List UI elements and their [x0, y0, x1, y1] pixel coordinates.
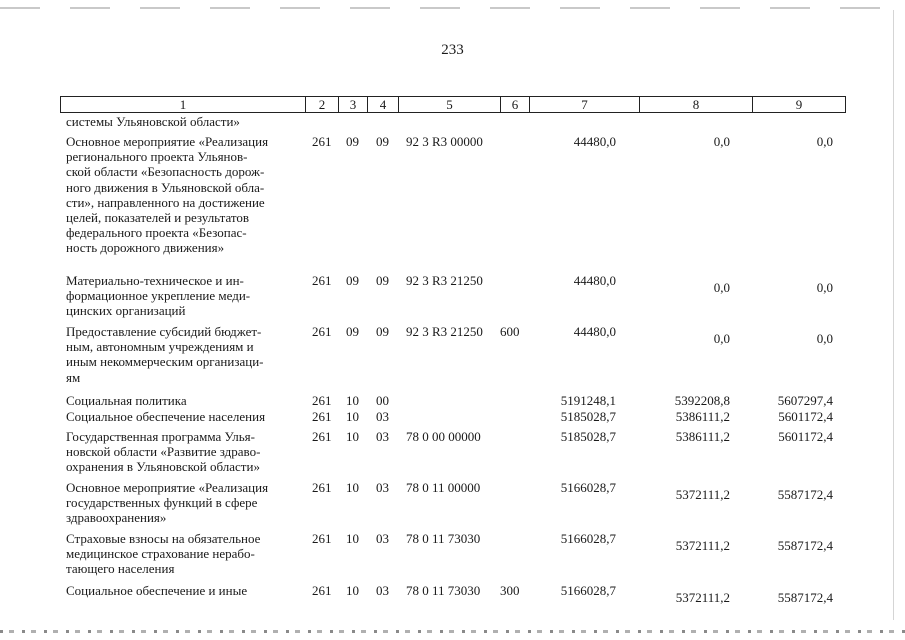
- row-name-line: Предоставление субсидий бюджет-: [66, 324, 262, 339]
- scan-right-edge: [893, 10, 894, 620]
- scan-bottom-rule: [0, 630, 905, 633]
- cell-c8: 5372111,2: [675, 590, 730, 605]
- row-name-line: федерального проекта «Безопас-: [66, 225, 247, 241]
- header-col-7: 7: [529, 96, 640, 113]
- cell-c9: 5587172,4: [777, 590, 833, 605]
- cell-c9: 5601172,4: [778, 429, 833, 444]
- row-name-line: Основное мероприятие «Реализация: [66, 134, 269, 149]
- row-name-line: формационное укрепление меди-: [66, 288, 251, 304]
- header-col-2: 2: [305, 96, 339, 113]
- cell-c7: 44480,0: [573, 134, 616, 149]
- header-col-8: 8: [639, 96, 753, 113]
- cell-c7: 5191248,1: [560, 393, 616, 408]
- row-name: [66, 583, 306, 598]
- cell-c2: 261: [312, 273, 332, 288]
- header-col-1: 1: [60, 96, 306, 113]
- cell-c5: 78 0 00 00000: [406, 429, 481, 444]
- header-col-6: 6: [500, 96, 530, 113]
- cell-c8: 5372111,2: [675, 487, 730, 502]
- row-name-line: Страховые взносы на обязательное: [66, 531, 261, 546]
- cell-c4: 09: [376, 324, 389, 339]
- cell-c7: 5185028,7: [560, 429, 616, 444]
- row-name-line: иным некоммерческим организаци-: [66, 354, 264, 370]
- cell-c4: 09: [376, 273, 389, 288]
- row-name-line: здравоохранения»: [66, 510, 167, 526]
- cell-c8: 5392208,8: [674, 393, 730, 408]
- cell-c8: 0,0: [713, 280, 730, 295]
- row-name: [66, 324, 306, 385]
- cell-c8: 5386111,2: [675, 409, 730, 424]
- row-name-line: медицинское страхование нерабо-: [66, 546, 255, 562]
- row-name: [66, 273, 306, 319]
- cell-c8: 5386111,2: [675, 429, 730, 444]
- cell-c9: 0,0: [816, 331, 833, 346]
- row-name-line: новской области «Развитие здраво-: [66, 444, 261, 460]
- cell-c7: 44480,0: [573, 273, 616, 288]
- row-name-line: ской области «Безопасность дорож-: [66, 164, 265, 180]
- row-name-line: Социальное обеспечение населения: [66, 409, 266, 424]
- row-name-line: регионального проекта Ульянов-: [66, 149, 248, 165]
- row-name-line: целей, показателей и результатов: [66, 210, 250, 226]
- row-name-line: Материально-техническое и ин-: [66, 273, 244, 288]
- cell-c3: 10: [346, 409, 359, 424]
- row-name-line: системы Ульяновской области»: [66, 114, 240, 129]
- cell-c2: 261: [312, 409, 332, 424]
- header-col-3: 3: [338, 96, 368, 113]
- row-name-line: ность дорожного движения»: [66, 240, 225, 256]
- cell-c8: 0,0: [713, 331, 730, 346]
- row-name-line: охранения в Ульяновской области»: [66, 459, 260, 475]
- cell-c7: 5166028,7: [560, 480, 616, 495]
- row-name-line: государственных функций в сфере: [66, 495, 258, 511]
- cell-c3: 10: [346, 393, 359, 408]
- cell-c7: 5166028,7: [560, 583, 616, 598]
- row-name-line: сти», направленного на достижение: [66, 194, 265, 210]
- row-name-line: ным, автономным учреждениям и: [66, 339, 254, 355]
- row-name: [66, 409, 306, 424]
- cell-c5: 78 0 11 73030: [406, 583, 481, 598]
- cell-c3: 10: [346, 531, 359, 546]
- cell-c2: 261: [312, 583, 332, 598]
- cell-c4: 09: [376, 134, 389, 149]
- row-name-line: Социальное обеспечение и иные: [66, 583, 248, 598]
- row-name-line: Социальная политика: [66, 393, 187, 408]
- row-name-line: тающего населения: [66, 561, 175, 577]
- row-name: [66, 134, 306, 256]
- page-number: 233: [441, 42, 464, 58]
- row-name-line: цинских организаций: [66, 303, 186, 319]
- row-name-line: ям: [66, 369, 81, 385]
- row-name: [66, 531, 306, 577]
- cell-c2: 261: [312, 324, 332, 339]
- cell-c3: 10: [346, 429, 359, 444]
- cell-c3: 09: [346, 273, 359, 288]
- header-col-5: 5: [398, 96, 501, 113]
- cell-c5: 78 0 11 00000: [406, 480, 481, 495]
- row-name-line: Основное мероприятие «Реализация: [66, 480, 269, 495]
- cell-c2: 261: [312, 480, 332, 495]
- cell-c4: 03: [376, 583, 389, 598]
- cell-c6: 600: [500, 324, 520, 339]
- cell-c2: 261: [312, 429, 332, 444]
- row-name-line: ного движения в Ульяновской обла-: [66, 179, 265, 195]
- cell-c9: 5607297,4: [777, 393, 833, 408]
- row-name: [66, 393, 306, 408]
- row-name-line: Государственная программа Улья-: [66, 429, 255, 444]
- cell-c7: 44480,0: [573, 324, 616, 339]
- cell-c9: 5587172,4: [777, 538, 833, 553]
- cell-c4: 00: [376, 393, 389, 408]
- cell-c8: 0,0: [713, 134, 730, 149]
- cell-c8: 5372111,2: [675, 538, 730, 553]
- cell-c9: 0,0: [816, 134, 833, 149]
- header-col-4: 4: [367, 96, 399, 113]
- cell-c4: 03: [376, 409, 389, 424]
- cell-c6: 300: [500, 583, 520, 598]
- cell-c3: 09: [346, 134, 359, 149]
- cell-c2: 261: [312, 134, 332, 149]
- cell-c9: 5587172,4: [777, 487, 833, 502]
- cell-c3: 09: [346, 324, 359, 339]
- cell-c5: 92 3 R3 21250: [406, 273, 483, 288]
- cell-c3: 10: [346, 480, 359, 495]
- row-name: [66, 429, 306, 475]
- scan-top-rule: [0, 7, 905, 9]
- cell-c4: 03: [376, 429, 389, 444]
- cell-c4: 03: [376, 480, 389, 495]
- cell-c9: 0,0: [816, 280, 833, 295]
- cell-c9: 5601172,4: [778, 409, 833, 424]
- cell-c3: 10: [346, 583, 359, 598]
- cell-c7: 5185028,7: [560, 409, 616, 424]
- cell-c5: 78 0 11 73030: [406, 531, 481, 546]
- row-name: [66, 114, 306, 129]
- cell-c2: 261: [312, 393, 332, 408]
- header-col-9: 9: [752, 96, 846, 113]
- cell-c4: 03: [376, 531, 389, 546]
- cell-c5: 92 3 R3 21250: [406, 324, 483, 339]
- row-name: [66, 480, 306, 526]
- cell-c2: 261: [312, 531, 332, 546]
- cell-c7: 5166028,7: [560, 531, 616, 546]
- cell-c5: 92 3 R3 00000: [406, 134, 483, 149]
